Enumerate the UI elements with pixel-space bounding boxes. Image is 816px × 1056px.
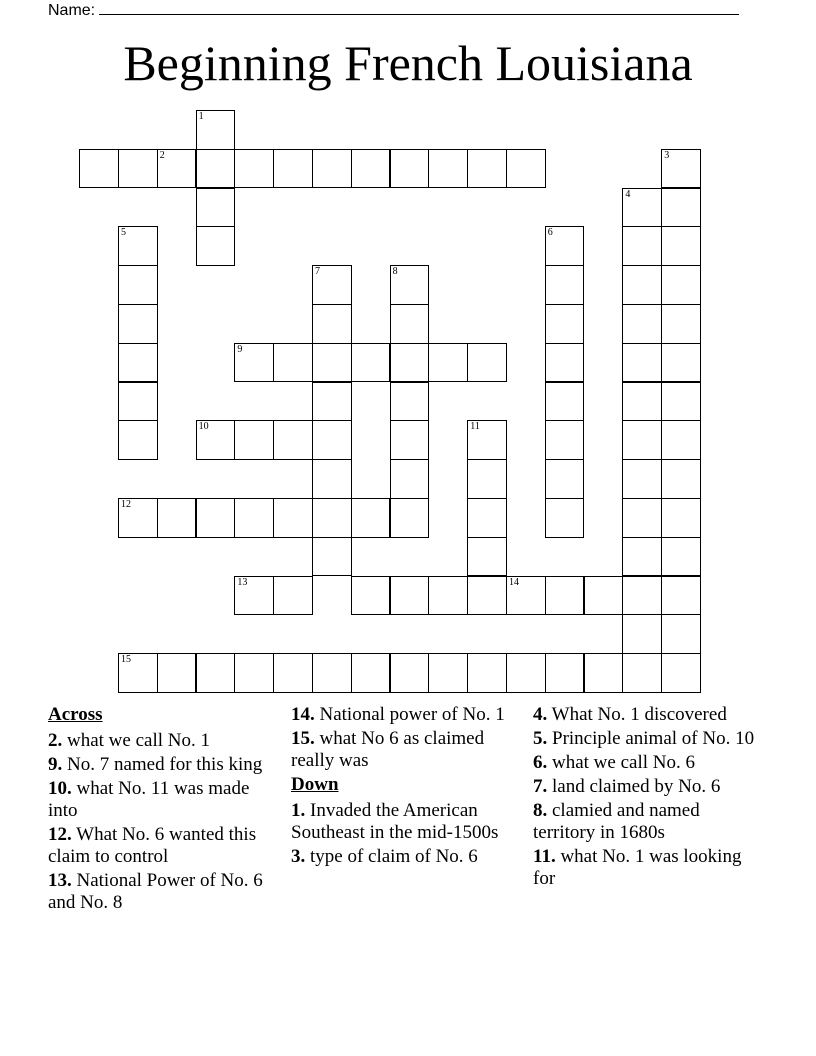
grid-cell[interactable] <box>390 149 430 189</box>
grid-cell[interactable] <box>351 653 391 693</box>
grid-cell[interactable] <box>467 420 507 460</box>
grid-cell[interactable] <box>312 265 352 305</box>
clue-number: 4 <box>625 188 631 200</box>
down-clue-list-continued <box>533 704 765 890</box>
grid-cell[interactable] <box>118 343 158 383</box>
clue-item-number: 14. <box>291 704 315 725</box>
clue-item <box>533 800 765 844</box>
grid-cell[interactable] <box>351 576 391 616</box>
clue-number: 11 <box>470 421 480 433</box>
grid-cell[interactable] <box>312 537 352 577</box>
grid-cell[interactable] <box>118 226 158 266</box>
grid-cell[interactable] <box>390 265 430 305</box>
grid-cell[interactable] <box>622 576 662 616</box>
grid-cell[interactable] <box>622 188 662 228</box>
grid-cell[interactable] <box>661 304 701 344</box>
clue-item-text: What No. 1 discovered <box>547 704 727 725</box>
grid-cell[interactable] <box>196 226 236 266</box>
across-clue-list-continued <box>291 704 523 772</box>
grid-cell[interactable] <box>390 304 430 344</box>
across-heading: Across <box>48 704 103 725</box>
grid-cell[interactable] <box>196 420 236 460</box>
name-label: Name: <box>48 2 96 19</box>
grid-cell[interactable] <box>467 459 507 499</box>
grid-cell[interactable] <box>234 498 274 538</box>
grid-cell[interactable] <box>312 498 352 538</box>
clue-item-number: 15. <box>291 728 315 749</box>
grid-cell[interactable] <box>506 149 546 189</box>
grid-cell[interactable] <box>661 653 701 693</box>
down-clue-list <box>291 800 523 868</box>
clue-item <box>533 776 765 798</box>
grid-cell[interactable] <box>273 653 313 693</box>
grid-cell[interactable] <box>661 188 701 228</box>
clue-item-number: 4. <box>533 704 548 725</box>
clue-item <box>291 800 523 844</box>
grid-cell[interactable] <box>661 265 701 305</box>
clue-item <box>48 754 280 776</box>
clue-item-text: what we call No. 6 <box>547 752 695 773</box>
grid-cell[interactable] <box>390 653 430 693</box>
grid-cell[interactable] <box>622 614 662 654</box>
grid-cell[interactable] <box>118 653 158 693</box>
clue-item-number: 7. <box>533 776 548 797</box>
clue-column-3 <box>533 704 765 892</box>
grid-cell[interactable] <box>545 420 585 460</box>
clue-item-text: type of claim of No. 6 <box>305 846 478 867</box>
grid-cell[interactable] <box>545 226 585 266</box>
grid-cell[interactable] <box>622 343 662 383</box>
grid-cell[interactable] <box>661 420 701 460</box>
clue-number: 15 <box>121 654 131 666</box>
clue-number: 8 <box>392 266 398 278</box>
clue-item-number: 2. <box>48 730 63 751</box>
grid-cell[interactable] <box>157 149 197 189</box>
clue-number: 12 <box>121 499 131 510</box>
grid-cell[interactable] <box>622 265 662 305</box>
clue-item-text: No. 7 named for this king <box>62 754 263 775</box>
clue-item <box>48 730 280 752</box>
grid-cell[interactable] <box>390 576 430 616</box>
grid-cell[interactable] <box>273 576 313 616</box>
clue-number: 13 <box>237 576 248 588</box>
grid-cell[interactable] <box>428 653 468 693</box>
grid-cell[interactable] <box>622 459 662 499</box>
grid-cell[interactable] <box>622 382 662 422</box>
grid-cell[interactable] <box>351 498 391 538</box>
clue-item-number: 5. <box>533 728 548 749</box>
grid-cell[interactable] <box>545 653 585 693</box>
grid-cell[interactable] <box>234 343 274 383</box>
grid-cell[interactable] <box>428 576 468 616</box>
clue-item-text: what No 6 as claimed really was <box>291 728 485 771</box>
clue-item-number: 11. <box>533 846 556 867</box>
clue-item-text: land claimed by No. 6 <box>547 776 721 797</box>
grid-cell[interactable] <box>622 304 662 344</box>
clue-number: 2 <box>159 149 165 161</box>
grid-cell[interactable] <box>467 576 507 616</box>
clue-column-1 <box>48 704 280 916</box>
grid-cell[interactable] <box>273 149 313 189</box>
grid-cell[interactable] <box>312 343 352 383</box>
clue-item-number: 3. <box>291 846 306 867</box>
clue-item-number: 10. <box>48 778 72 799</box>
clue-item-text: clamied and named territory in 1680s <box>533 800 700 843</box>
clue-item-number: 12. <box>48 824 72 845</box>
grid-cell[interactable] <box>622 537 662 577</box>
grid-cell[interactable] <box>545 265 585 305</box>
grid-cell[interactable] <box>622 653 662 693</box>
grid-cell[interactable] <box>118 149 158 189</box>
grid-cell[interactable] <box>545 304 585 344</box>
clue-item <box>48 870 280 914</box>
clue-item-text: what No. 1 was looking for <box>533 846 742 889</box>
grid-cell[interactable] <box>622 498 662 538</box>
grid-cell[interactable] <box>234 576 274 616</box>
grid-cell[interactable] <box>196 110 236 150</box>
grid-cell[interactable] <box>312 304 352 344</box>
across-clue-list <box>48 730 280 914</box>
grid-cell[interactable] <box>661 498 701 538</box>
grid-cell[interactable] <box>157 498 197 538</box>
clue-item <box>533 728 765 750</box>
grid-cell[interactable] <box>428 343 468 383</box>
grid-cell[interactable] <box>196 498 236 538</box>
grid-cell[interactable] <box>118 265 158 305</box>
grid-cell[interactable] <box>157 653 197 693</box>
clue-item-text: what No. 11 was made into <box>48 778 250 821</box>
grid-cell[interactable] <box>196 149 236 189</box>
clue-item <box>533 846 765 890</box>
grid-cell[interactable] <box>234 653 274 693</box>
grid-cell[interactable] <box>273 343 313 383</box>
grid-cell[interactable] <box>661 226 701 266</box>
clue-item <box>291 728 523 772</box>
clue-item <box>533 704 765 726</box>
grid-cell[interactable] <box>661 149 701 189</box>
clue-item-text: National Power of No. 6 and No. 8 <box>48 870 263 913</box>
grid-cell[interactable] <box>506 653 546 693</box>
clue-number: 6 <box>547 227 553 239</box>
grid-cell[interactable] <box>118 498 158 538</box>
grid-cell[interactable] <box>351 343 391 383</box>
grid-cell[interactable] <box>273 498 313 538</box>
grid-cell[interactable] <box>234 420 274 460</box>
grid-cell[interactable] <box>661 343 701 383</box>
grid-cell[interactable] <box>467 653 507 693</box>
clue-item-text: What No. 6 wanted this claim to control <box>48 824 257 867</box>
grid-cell[interactable] <box>118 382 158 422</box>
grid-cell[interactable] <box>467 343 507 383</box>
grid-cell[interactable] <box>622 420 662 460</box>
grid-cell[interactable] <box>661 382 701 422</box>
grid-cell[interactable] <box>545 343 585 383</box>
clue-item <box>48 778 280 822</box>
grid-cell[interactable] <box>312 459 352 499</box>
grid-cell[interactable] <box>467 537 507 577</box>
grid-cell[interactable] <box>118 304 158 344</box>
grid-cell[interactable] <box>390 420 430 460</box>
clue-item-number: 6. <box>533 752 548 773</box>
name-field <box>48 0 739 20</box>
clue-number: 1 <box>198 111 204 122</box>
clue-item <box>291 846 523 868</box>
grid-cell[interactable] <box>661 576 701 616</box>
clue-column-2 <box>291 704 523 870</box>
down-heading: Down <box>291 774 339 795</box>
clue-number: 14 <box>509 576 519 588</box>
grid-cell[interactable] <box>584 576 624 616</box>
grid-cell[interactable] <box>545 498 585 538</box>
grid-cell[interactable] <box>79 149 119 189</box>
clue-number: 5 <box>121 227 126 239</box>
clue-item <box>291 704 523 726</box>
grid-cell[interactable] <box>312 420 352 460</box>
grid-cell[interactable] <box>467 149 507 189</box>
clue-number: 9 <box>237 343 243 355</box>
grid-cell[interactable] <box>312 653 352 693</box>
clue-number: 3 <box>664 149 670 161</box>
grid-cell[interactable] <box>390 343 430 383</box>
grid-cell[interactable] <box>234 149 274 189</box>
grid-cell[interactable] <box>273 420 313 460</box>
grid-cell[interactable] <box>312 382 352 422</box>
clue-item-text: Invaded the American Southeast in the mid-1500s <box>291 800 499 843</box>
clue-item-number: 9. <box>48 754 63 775</box>
grid-cell[interactable] <box>428 149 468 189</box>
page-title: Beginning French Louisiana <box>123 35 693 91</box>
grid-cell[interactable] <box>661 537 701 577</box>
grid-cell[interactable] <box>351 149 391 189</box>
grid-cell[interactable] <box>390 459 430 499</box>
clue-item-number: 13. <box>48 870 72 891</box>
clue-number: 10 <box>198 421 209 433</box>
grid-cell[interactable] <box>467 498 507 538</box>
clue-item-text: Principle animal of No. 10 <box>547 728 755 749</box>
clue-item <box>48 824 280 868</box>
grid-cell[interactable] <box>390 382 430 422</box>
grid-cell[interactable] <box>506 576 546 616</box>
grid-cell[interactable] <box>390 498 430 538</box>
name-blank-line[interactable] <box>99 0 739 15</box>
clue-number: 7 <box>315 266 320 278</box>
grid-cell[interactable] <box>622 226 662 266</box>
grid-cell[interactable] <box>661 459 701 499</box>
grid-cell[interactable] <box>584 653 624 693</box>
grid-cell[interactable] <box>118 420 158 460</box>
clue-item-number: 1. <box>291 800 306 821</box>
clue-item-text: what we call No. 1 <box>62 730 210 751</box>
grid-cell[interactable] <box>196 653 236 693</box>
grid-cell[interactable] <box>312 149 352 189</box>
grid-cell[interactable] <box>545 382 585 422</box>
clue-item-number: 8. <box>533 800 548 821</box>
grid-cell[interactable] <box>661 614 701 654</box>
grid-cell[interactable] <box>545 576 585 616</box>
grid-cell[interactable] <box>545 459 585 499</box>
clue-item-text: National power of No. 1 <box>314 704 505 725</box>
clue-item <box>533 752 765 774</box>
grid-cell[interactable] <box>196 188 236 228</box>
